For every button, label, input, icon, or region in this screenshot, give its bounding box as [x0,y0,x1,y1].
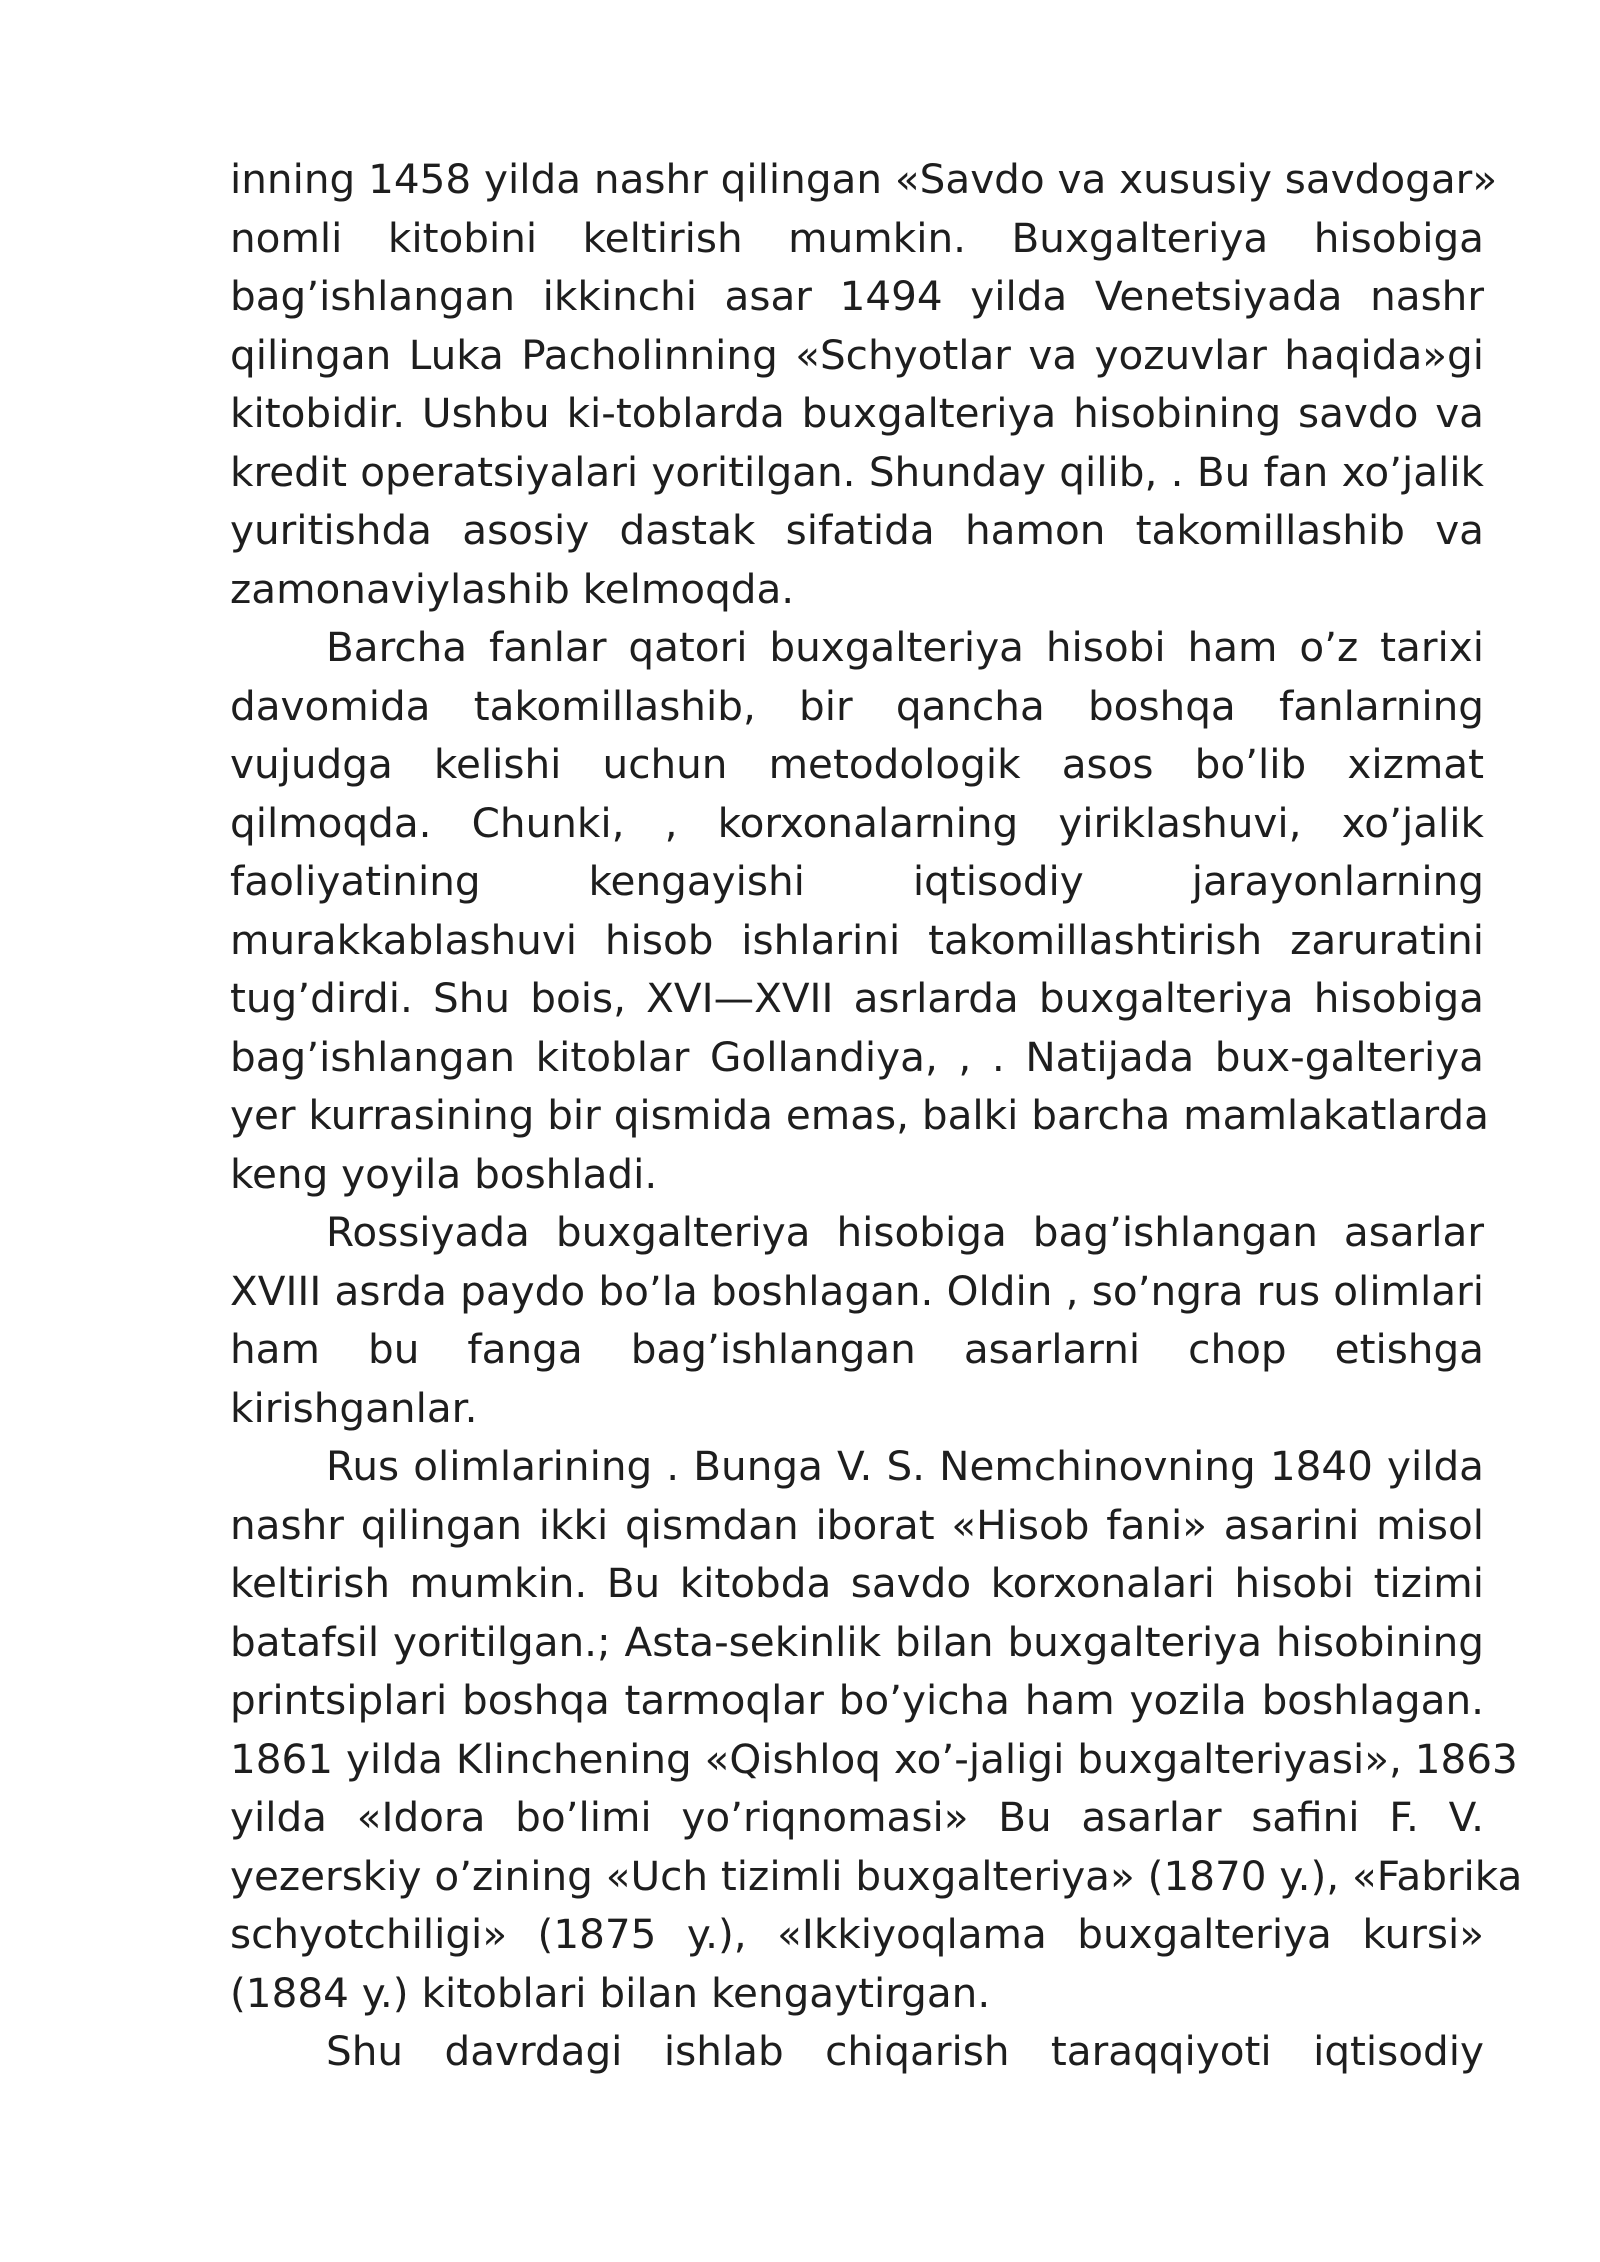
text-line: qilmoqda. Chunki, , korxonalarning yiriklashuvi, xo’jalik [230,798,1484,847]
text-line: Rossiyada buxgalteriya hisobiga bag’ishlangan asarlar [326,1208,1484,1256]
text-line: faoliyatining kengayishi iqtisodiy jarayonlarning [230,857,1484,905]
text-line: qilingan Luka Pacholinning «Schyotlar va yozuvlar haqida»gi [230,330,1484,379]
text-line: 1861 yilda Klinchening «Qishloq xo’-jaligi buxgalteriyasi», 1863 [230,1734,1518,1783]
text-line: keng yoyila boshladi. [230,1149,658,1198]
text-line: Shu davrdagi ishlab chiqarish taraqqiyoti iqtisodiy [326,2027,1484,2075]
text-line: Barcha fanlar qatori buxgalteriya hisobi ham o’z tarixi [326,623,1484,671]
paragraph [230,1437,1523,2022]
text-line: bag’ishlangan kitoblar Gollandiya, , . Natijada bux-galteriya [230,1032,1484,1081]
text-line: murakkablashuvi hisob ishlarini takomillashtirish zaruratini [230,915,1484,964]
text-line: yer kurrasining bir qismida emas, balki barcha mamlakatlarda [230,1091,1489,1139]
text-line: kredit operatsiyalari yoritilgan. Shunday qilib, . Bu fan xo’jalik [230,447,1484,496]
text-line: bag’ishlangan ikkinchi asar 1494 yilda Venetsiyada nashr [230,272,1484,320]
text-line: schyotchiligi» (1875 y.), «Ikkiyoqlama buxgalteriya kursi» [230,1910,1484,1958]
text-line: batafsil yoritilgan.; Asta-sekinlik bilan buxgalteriya hisobining [230,1617,1484,1666]
text-line: printsiplari boshqa tarmoqlar bo’yicha ham yozila boshlagan. [230,1676,1484,1724]
text-line: kitobidir. Ushbu ki-toblarda buxgalteriya hisobining savdo va [230,389,1484,437]
paragraph [230,150,1498,618]
text-line: (1884 y.) kitoblari bilan kengaytirgan. [230,1968,991,2017]
paragraph [230,618,1489,1203]
text-line: nomli kitobini keltirish mumkin. Buxgalteriya hisobiga [230,213,1484,262]
text-line: davomida takomillashib, bir qancha boshqa fanlarning [230,681,1484,730]
text-line: inning 1458 yilda nashr qilingan «Savdo va xususiy savdogar» [230,155,1498,203]
text-line: vujudga kelishi uchun metodologik asos bo’lib xizmat [230,740,1484,788]
text-line: Rus olimlarining . Bunga V. S. Nemchinovning 1840 yilda [326,1442,1484,1490]
text-line: yilda «Idora bo’limi yo’riqnomasi» Bu asarlar safini F. V. [230,1793,1484,1841]
text-line: nashr qilingan ikki qismdan iborat «Hisob fani» asarini misol [230,1500,1484,1549]
text-line: XVIII asrda paydo bo’la boshlagan. Oldin , so’ngra rus olimlari [230,1266,1484,1315]
text-line: ham bu fanga bag’ishlangan asarlarni chop etishga [230,1325,1484,1373]
text-line: keltirish mumkin. Bu kitobda savdo korxonalari hisobi tizimi [230,1559,1484,1607]
text-line: zamonaviylashib kelmoqda. [230,564,795,613]
text-line: kirishganlar. [230,1383,478,1432]
text-column [230,150,1523,2081]
paragraph [230,2022,1484,2081]
text-line: yezerskiy o’zining «Uch tizimli buxgalteriya» (1870 y.), «Fabrika [230,1851,1523,1900]
text-line: tug’dirdi. Shu bois, XVI—XVII asrlarda buxgalteriya hisobiga [230,974,1484,1022]
paragraph [230,1203,1484,1437]
text-line: yuritishda asosiy dastak sifatida hamon takomillashib va [230,506,1484,554]
